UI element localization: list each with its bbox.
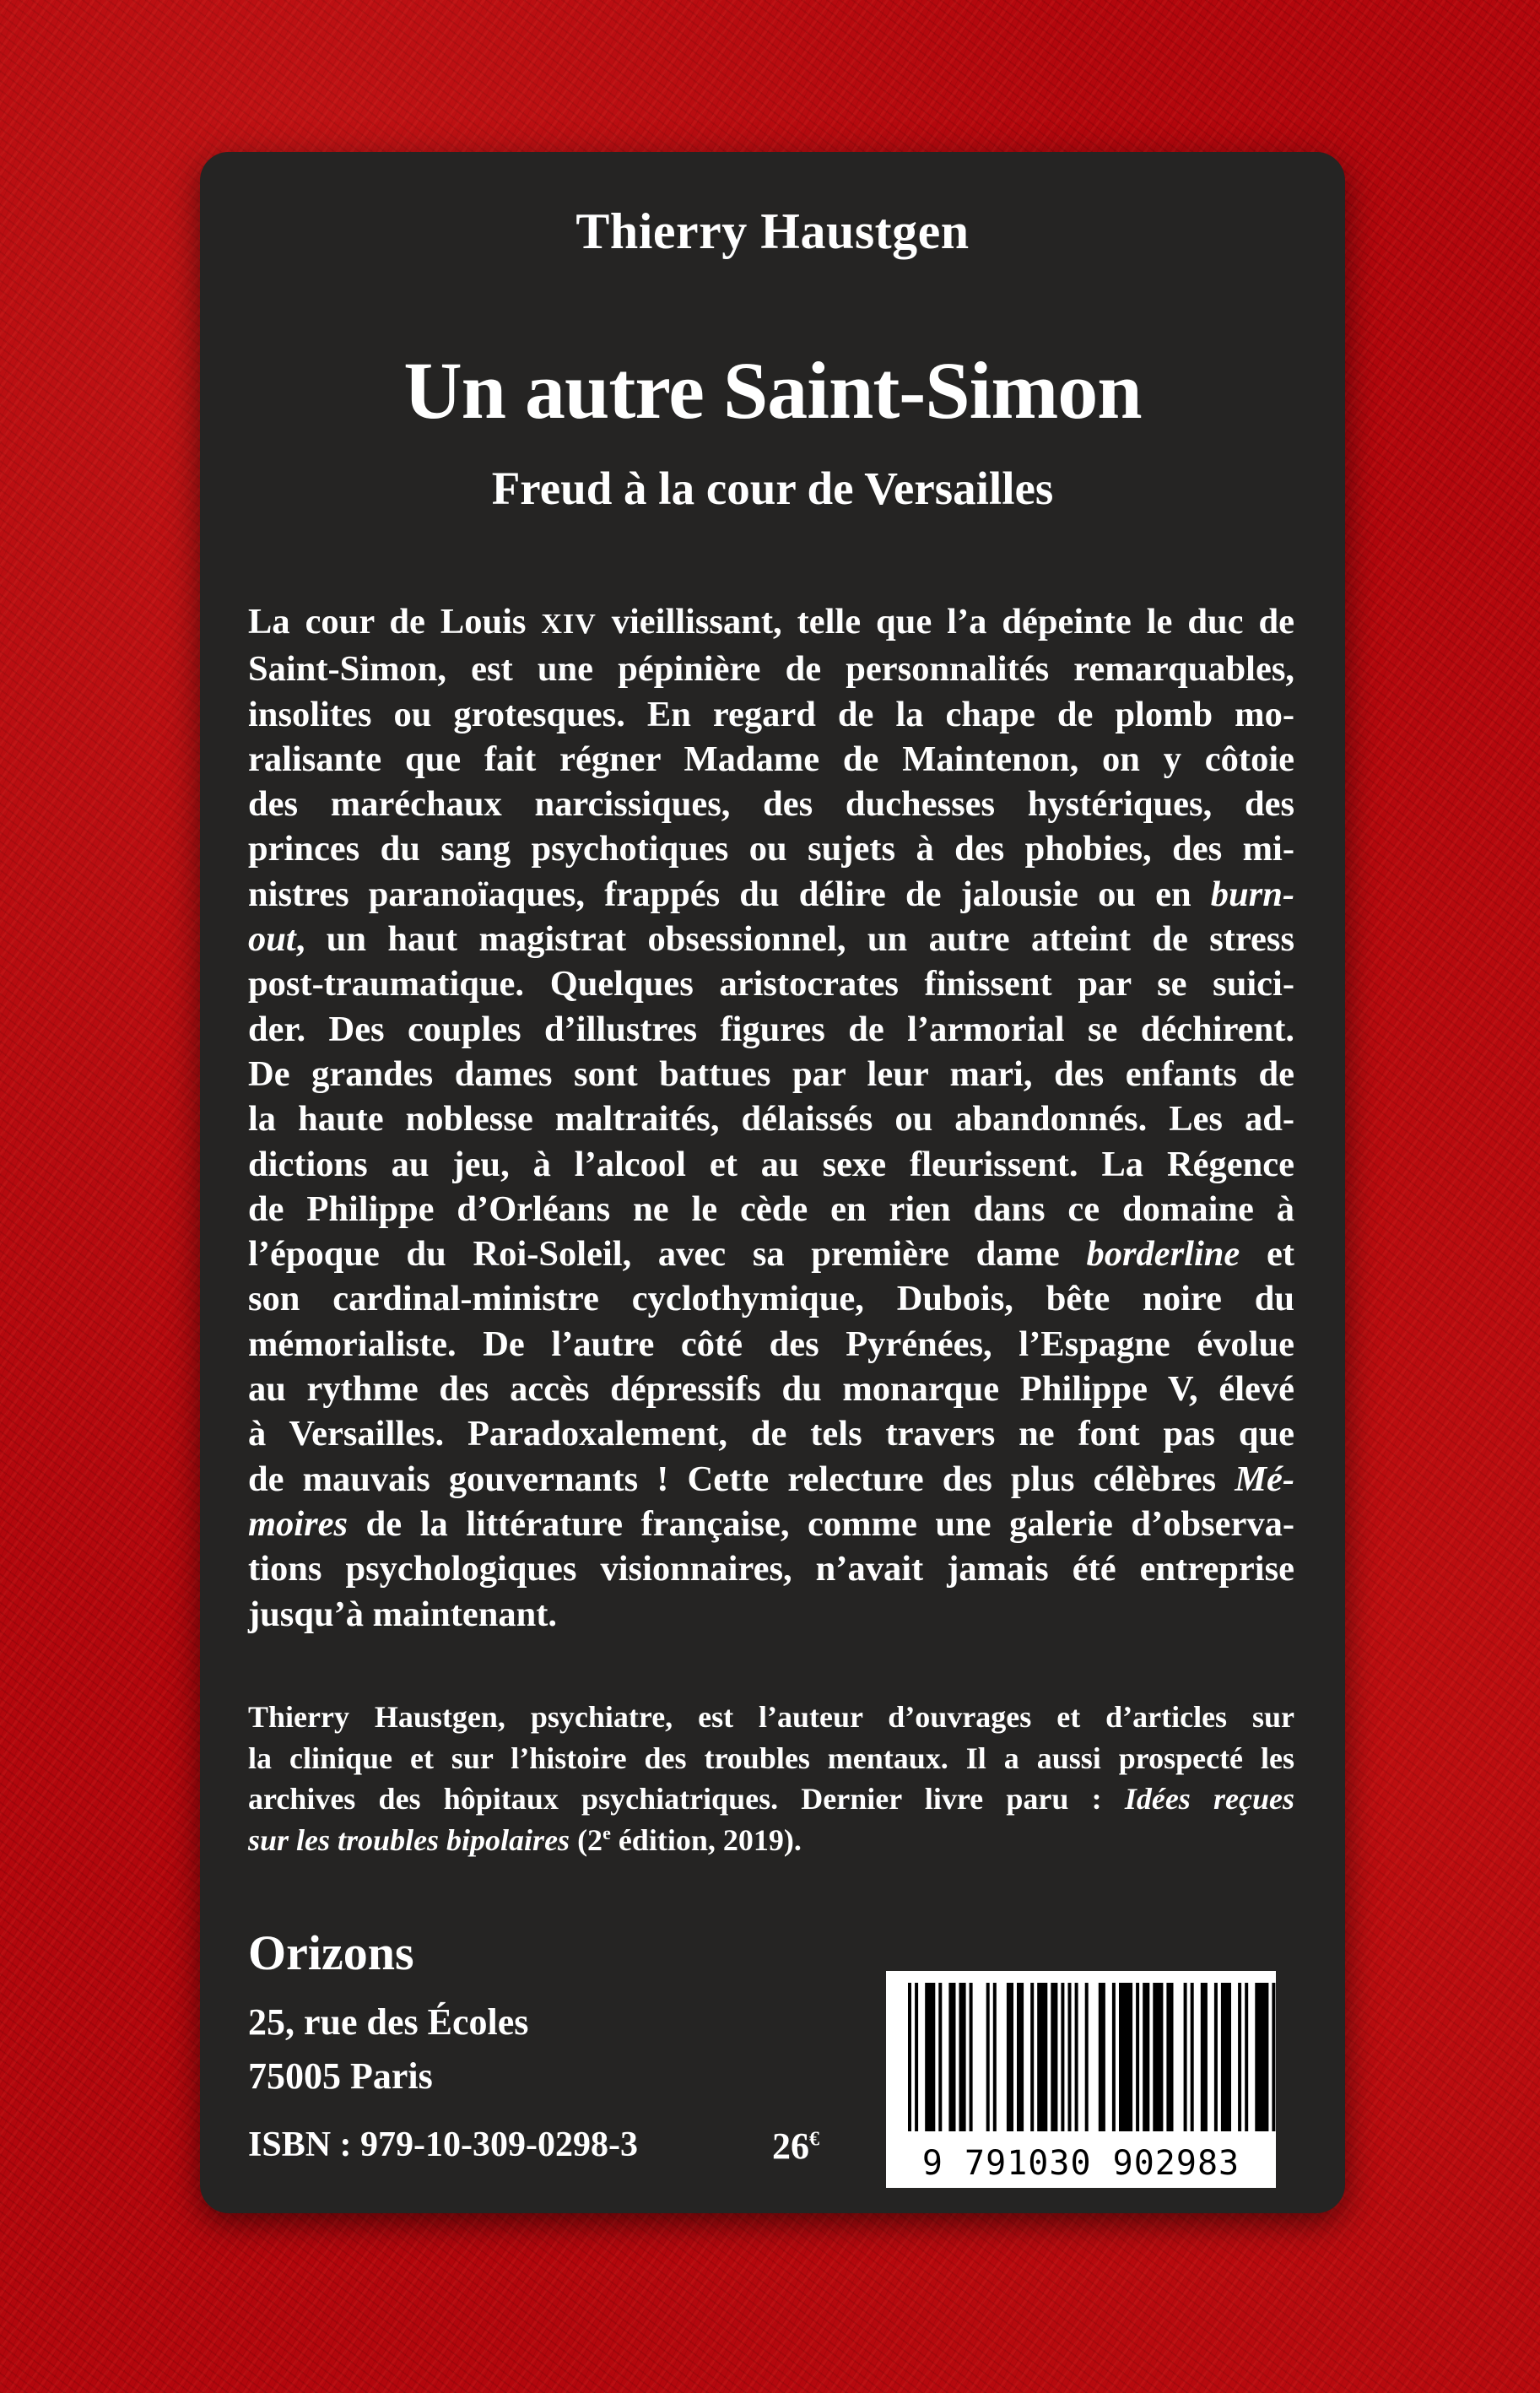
- text-segment: tions psychologiques visionnaires, n’avait jamais été entreprise: [248, 1549, 1294, 1589]
- barcode-bar: [1272, 1983, 1275, 2131]
- barcode-bar: [1245, 1983, 1248, 2131]
- blurb-line: [248, 1187, 1294, 1232]
- text-segment: post-traumatique. Quelques aristocrates finissent par se suici-: [248, 964, 1294, 1004]
- text-segment: la haute noblesse maltraités, délaissés ou abandonnés. Les ad-: [248, 1099, 1294, 1140]
- barcode-bar: [1238, 1983, 1241, 2131]
- barcode-bar: [948, 1983, 955, 2131]
- blurb-line: [248, 1276, 1294, 1321]
- text-segment: princes du sang psychotiques ou sujets à des phobies, des mi-: [248, 829, 1294, 869]
- barcode-bar: [1007, 1983, 1013, 2131]
- bio-line: [248, 1738, 1294, 1779]
- text-segment: jusqu’à maintenant.: [248, 1594, 558, 1634]
- back-cover-panel: [200, 152, 1345, 2213]
- barcode-bar: [1030, 1983, 1034, 2131]
- barcode-digits: 9 791030 902983: [921, 2144, 1240, 2183]
- price-currency: €: [809, 2128, 819, 2151]
- blurb-line: [248, 599, 1294, 647]
- barcode-bar: [908, 1983, 911, 2131]
- author-name: Thierry Haustgen: [575, 203, 970, 259]
- barcode-bar: [925, 1983, 935, 2131]
- blurb-line: [248, 737, 1294, 782]
- barcode-bar: [1153, 1983, 1163, 2131]
- text-segment: Idées reçues: [1124, 1782, 1295, 1816]
- blurb-line: [248, 917, 1294, 961]
- text-segment: nistres paranoïaques, frappés du délire de jalousie ou en: [248, 874, 1211, 914]
- barcode-bar: [938, 1983, 942, 2131]
- barcode-bar: [1119, 1983, 1132, 2131]
- book-title: Un autre Saint-Simon: [403, 345, 1142, 436]
- isbn-barcode: [886, 1971, 1276, 2188]
- text-segment: out: [248, 919, 296, 960]
- barcode-bar: [970, 1983, 973, 2131]
- blurb-line: [248, 647, 1294, 691]
- text-segment: La cour de Louis: [248, 602, 542, 642]
- text-segment: Saint-Simon, est une pépinière de personnalités remarquables,: [248, 649, 1294, 690]
- text-segment: dictions au jeu, à l’alcool et au sexe fleurissent. La Régence: [248, 1144, 1294, 1184]
- barcode-bar: [959, 1983, 966, 2131]
- barcode-bar: [993, 1983, 997, 2131]
- text-segment: insolites ou grotesques. En regard de la chape de plomb mo-: [248, 694, 1294, 734]
- text-segment: édition, 2019).: [610, 1822, 802, 1857]
- barcode-bar: [1255, 1983, 1268, 2131]
- barcode-bar: [1201, 1983, 1208, 2131]
- text-segment: archives des hôpitaux psychiatriques. Dernier livre paru :: [248, 1782, 1125, 1816]
- barcode-bar: [1166, 1983, 1173, 2131]
- blurb-line: [248, 692, 1294, 737]
- barcode-bar: [1017, 1983, 1024, 2131]
- blurb-line: [248, 1502, 1294, 1546]
- blurb-line: [248, 1367, 1294, 1411]
- blurb-line: [248, 1411, 1294, 1456]
- text-segment: de la littérature française, comme une galerie d’observa-: [348, 1503, 1294, 1544]
- barcode-bar: [915, 1983, 918, 2131]
- text-segment: (2: [570, 1822, 603, 1857]
- text-segment: , un haut magistrat obsessionnel, un autre atteint de stress: [295, 919, 1294, 960]
- text-segment: der. Des couples d’illustres figures de l’armorial se déchirent.: [248, 1009, 1294, 1049]
- blurb-line: [248, 782, 1294, 826]
- barcode-bars: [886, 1971, 1276, 2148]
- blurb-line: [248, 872, 1294, 917]
- blurb-line: [248, 1457, 1294, 1502]
- author-bio: [248, 1697, 1294, 1860]
- text-segment: ralisante que fait régner Madame de Maintenon, on y côtoie: [248, 739, 1294, 779]
- blurb-line: [248, 826, 1294, 871]
- blurb-line: [248, 1232, 1294, 1276]
- blurb-line: [248, 961, 1294, 1006]
- blurb-line: [248, 1592, 1294, 1637]
- publisher-address-street: 25, rue des Écoles: [248, 2001, 529, 2043]
- isbn-text: ISBN : 979-10-309-0298-3: [248, 2125, 638, 2164]
- text-segment: de Philippe d’Orléans ne le cède en rien dans ce domaine à: [248, 1188, 1294, 1229]
- text-segment: vieillissant, telle que l’a dépeinte le duc de: [596, 602, 1294, 642]
- barcode-bar: [1068, 1983, 1072, 2131]
- barcode-bar: [1136, 1983, 1139, 2131]
- barcode-bar: [1143, 1983, 1149, 2131]
- bio-line: [248, 1779, 1294, 1820]
- book-subtitle: Freud à la cour de Versailles: [491, 463, 1054, 514]
- text-segment: sur les troubles bipolaires: [248, 1822, 570, 1857]
- blurb-line: [248, 1007, 1294, 1052]
- barcode-bar: [1085, 1983, 1089, 2131]
- text-segment: e: [602, 1822, 611, 1843]
- bio-line: [248, 1697, 1294, 1738]
- barcode-bar: [1075, 1983, 1078, 2131]
- text-segment: moires: [248, 1503, 349, 1544]
- text-segment: mémorialiste. De l’autre côté des Pyrénées, l’Espagne évolue: [248, 1324, 1294, 1364]
- text-segment: son cardinal-ministre cyclothymique, Dubois, bête noire du: [248, 1279, 1294, 1319]
- barcode-bar: [1099, 1983, 1105, 2131]
- barcode-bar: [1184, 1983, 1187, 2131]
- blurb-line: [248, 1052, 1294, 1096]
- publisher-name: Orizons: [248, 1925, 414, 1980]
- barcode-bar: [986, 1983, 990, 2131]
- text-segment: De grandes dames sont battues par leur mari, des enfants de: [248, 1053, 1294, 1094]
- text-segment: des maréchaux narcissiques, des duchesses hystériques, des: [248, 784, 1294, 825]
- text-segment: à Versailles. Paradoxalement, de tels travers ne font pas que: [248, 1414, 1294, 1454]
- text-segment: burn-: [1210, 874, 1294, 914]
- blurb-line: [248, 1096, 1294, 1141]
- barcode-bar: [1112, 1983, 1116, 2131]
- barcode-bar: [1191, 1983, 1194, 2131]
- text-segment: Thierry Haustgen, psychiatre, est l’auteur d’ouvrages et d’articles sur: [248, 1700, 1294, 1734]
- text-segment: et: [1240, 1234, 1294, 1275]
- barcode-bar: [1214, 1983, 1218, 2131]
- barcode-bar: [1221, 1983, 1231, 2131]
- text-segment: l’époque du Roi-Soleil, avec sa première dame: [248, 1234, 1087, 1275]
- text-segment: au rythme des accès dépressifs du monarque Philippe V, élevé: [248, 1369, 1294, 1410]
- bio-line: [248, 1820, 1294, 1861]
- barcode-bar: [1051, 1983, 1057, 2131]
- blurb-line: [248, 1546, 1294, 1591]
- barcode-bar: [1061, 1983, 1064, 2131]
- blurb-line: [248, 1142, 1294, 1187]
- blurb-text: [248, 599, 1294, 1637]
- text-segment: la clinique et sur l’histoire des troubles mentaux. Il a aussi prospecté les: [248, 1741, 1294, 1775]
- publisher-address-city: 75005 Paris: [248, 2055, 433, 2097]
- barcode-bar: [1037, 1983, 1047, 2131]
- text-segment: borderline: [1086, 1234, 1240, 1275]
- text-segment: Mé-: [1235, 1459, 1294, 1499]
- text-segment: XIV: [541, 609, 597, 640]
- price-amount: 26: [772, 2125, 809, 2167]
- text-segment: de mauvais gouvernants ! Cette relecture des plus célèbres: [248, 1459, 1235, 1499]
- blurb-line: [248, 1322, 1294, 1367]
- price-tag: [772, 2125, 819, 2168]
